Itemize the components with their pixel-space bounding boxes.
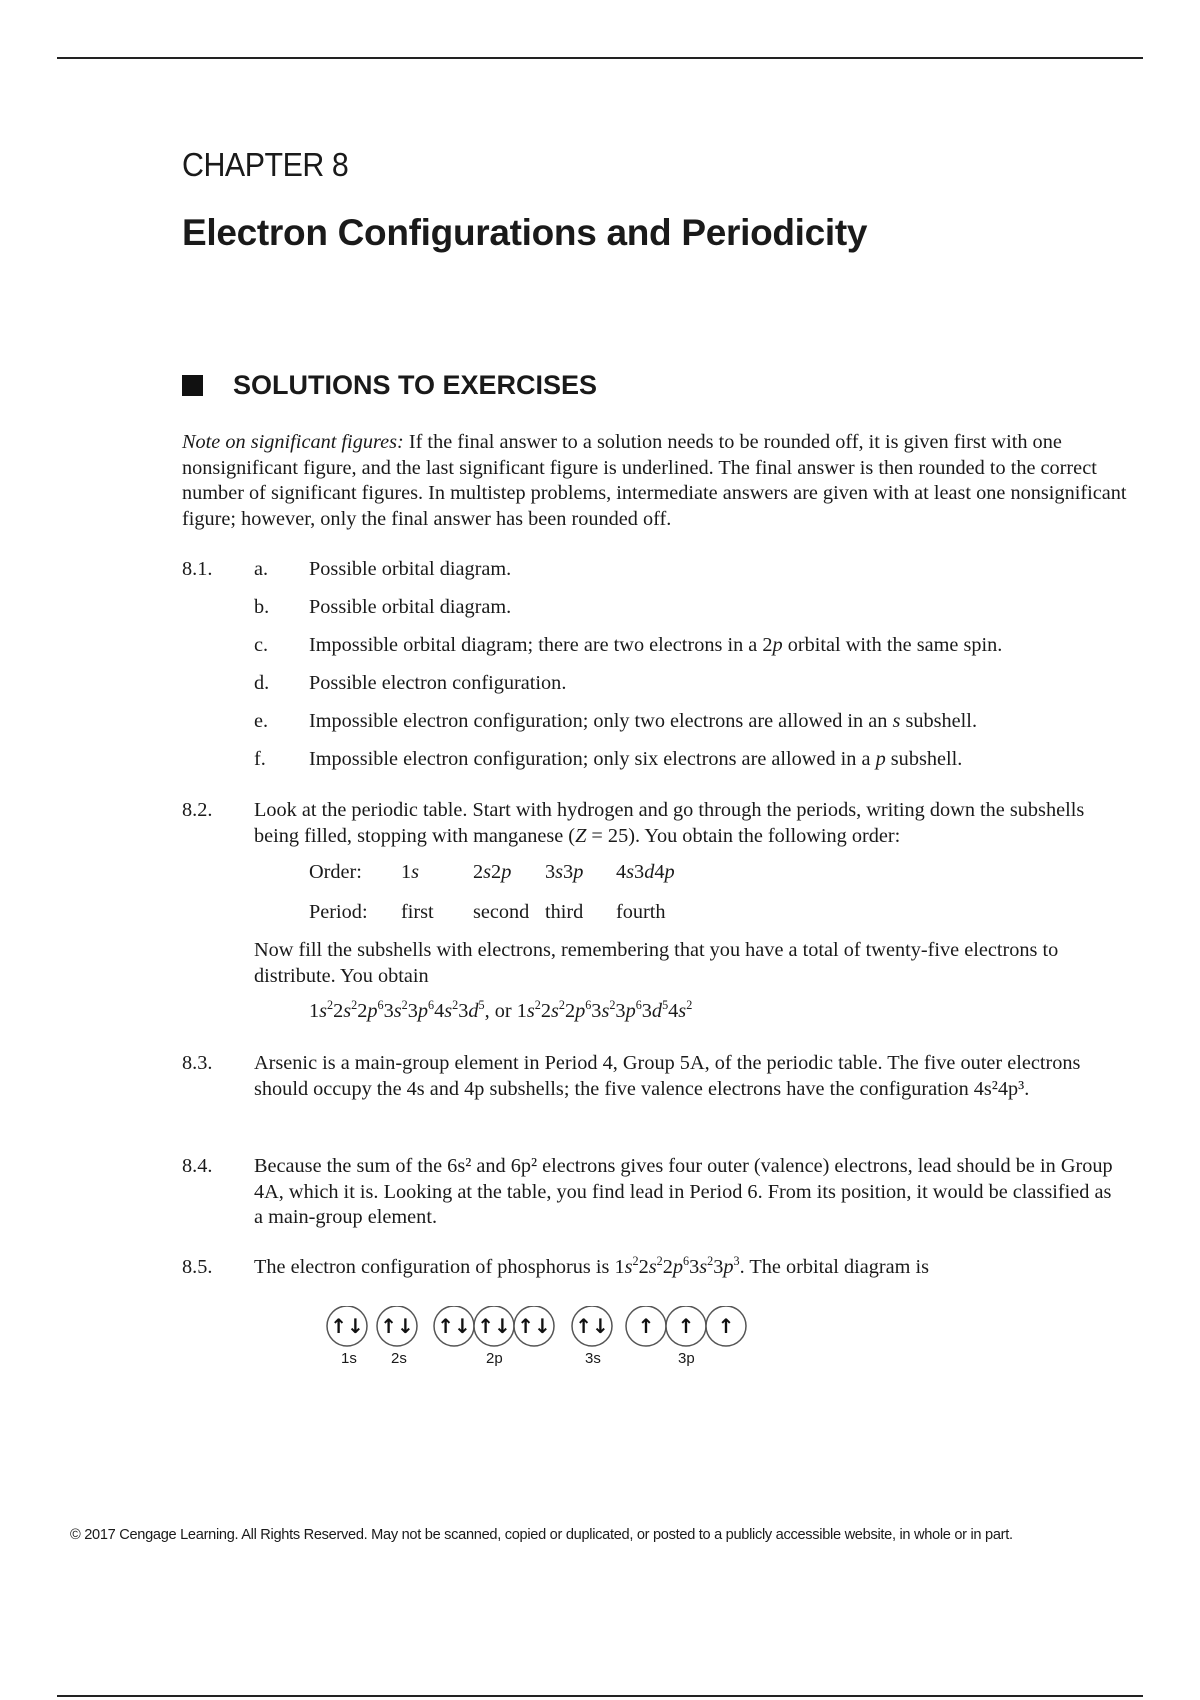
- significant-figures-note: [182, 430, 1130, 532]
- manganese-configuration: $1s^22s^22p^63s^23p^64s^23d^5$, or $1s^22s^22p^63s^23p^63d^54s^2$: [309, 997, 693, 1022]
- period-value: fourth: [616, 901, 666, 923]
- note-text: If the final answer to a solution needs to be rounded off, it is given first with one nonsignificant figure, and the last significant figure is underlined. The final answer is then rounded to the correct number of significant figures. In multistep problems, intermediate answers are given with at least one nonsignificant figure; however, only the final answer has been rounded off.: [182, 431, 1127, 530]
- orbital-label-1s: 1s: [341, 1350, 357, 1367]
- bottom-rule: [57, 1695, 1143, 1697]
- exercise-text: The electron configuration of phosphorus is $1s^22s^22p^63s^23p^3$. The orbital diagram is: [254, 1253, 929, 1278]
- exercise-number: 8.1.: [182, 558, 213, 580]
- arrows-2s: ↑↓: [380, 1314, 414, 1338]
- exercise-number: 8.5.: [182, 1256, 213, 1278]
- note-lead: Note on significant figures:: [182, 431, 404, 453]
- item-letter: d.: [254, 672, 270, 694]
- orbital-label-3p: 3p: [678, 1350, 695, 1367]
- item-letter: a.: [254, 558, 269, 580]
- period-value: second: [473, 901, 530, 923]
- chapter-label: CHAPTER 8: [182, 146, 349, 183]
- period-label: Period:: [309, 901, 368, 923]
- item-letter: b.: [254, 596, 270, 618]
- item-text: Possible electron configuration.: [309, 672, 567, 694]
- exercise-number: 8.3.: [182, 1052, 213, 1074]
- exercise-text: Arsenic is a main-group element in Period 4, Group 5A, of the periodic table. The five outer electrons should occupy the 4s and 4p subshells; the five valence electrons have the configuration 4s²4p³.: [254, 1052, 1081, 1100]
- item-text: Possible orbital diagram.: [309, 596, 512, 618]
- section-heading-text: SOLUTIONS TO EXERCISES: [233, 370, 598, 400]
- top-rule: [57, 57, 1143, 59]
- order-value: 4s3d4p: [616, 861, 675, 883]
- phosphorus-orbital-diagram: [326, 1306, 758, 1374]
- arrows-3p-2: ↑: [677, 1314, 695, 1338]
- item-text: Impossible electron configuration; only two electrons are allowed in an s subshell.: [309, 710, 978, 732]
- order-value: 3s3p: [545, 861, 584, 883]
- item-letter: c.: [254, 634, 269, 656]
- chapter-title: Electron Configurations and Periodicity: [182, 212, 868, 253]
- arrows-3p-1: ↑: [637, 1314, 655, 1338]
- square-bullet-icon: [182, 375, 203, 396]
- period-value: third: [545, 901, 584, 923]
- orbital-label-3s: 3s: [585, 1350, 601, 1367]
- item-letter: f.: [254, 748, 266, 770]
- exercise-text: Now fill the subshells with electrons, remembering that you have a total of twenty-five electrons to distribute. You obtain: [254, 939, 1059, 987]
- item-text: Possible orbital diagram.: [309, 558, 512, 580]
- arrows-2p-3: ↑↓: [517, 1314, 551, 1338]
- exercise-number: 8.4.: [182, 1155, 213, 1177]
- period-value: first: [401, 901, 434, 923]
- item-letter: e.: [254, 710, 269, 732]
- arrows-3s: ↑↓: [575, 1314, 609, 1338]
- item-text: Impossible orbital diagram; there are two electrons in a 2p orbital with the same spin.: [309, 634, 1003, 656]
- exercise-number: 8.2.: [182, 799, 213, 821]
- exercise-text: Look at the periodic table. Start with hydrogen and go through the periods, writing down the subshells being filled, stopping with manganese (Z = 25). You obtain the following order:: [254, 799, 1085, 847]
- arrows-1s: ↑↓: [330, 1314, 364, 1338]
- copyright-footer: © 2017 Cengage Learning. All Rights Reserved. May not be scanned, copied or duplicated, or posted to a publicly accessible website, in whole or in part.: [70, 1527, 1013, 1543]
- order-label: Order:: [309, 861, 362, 883]
- order-value: 1s: [401, 861, 420, 883]
- order-value: 2s2p: [473, 861, 512, 883]
- item-text: Impossible electron configuration; only six electrons are allowed in a p subshell.: [309, 748, 963, 770]
- exercise-text: Because the sum of the 6s² and 6p² electrons gives four outer (valence) electrons, lead should be in Group 4A, which it is. Looking at the table, you find lead in Period 6. From its position, it would be classified as a main-group element.: [254, 1155, 1113, 1228]
- section-heading: [182, 370, 597, 401]
- arrows-2p-2: ↑↓: [477, 1314, 511, 1338]
- arrows-2p-1: ↑↓: [437, 1314, 471, 1338]
- arrows-3p-3: ↑: [717, 1314, 735, 1338]
- orbital-label-2s: 2s: [391, 1350, 407, 1367]
- orbital-label-2p: 2p: [486, 1350, 503, 1367]
